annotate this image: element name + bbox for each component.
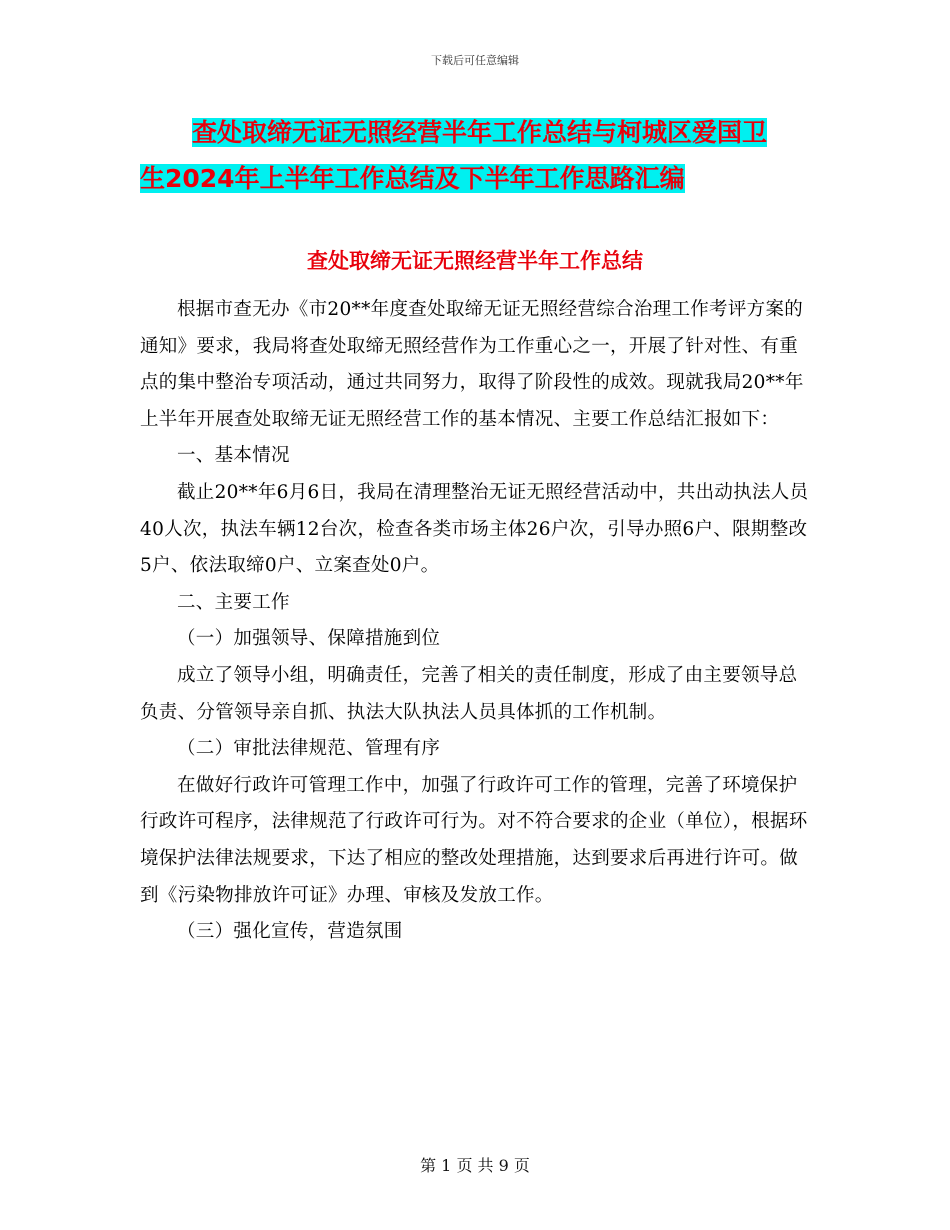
document-title-line-2: 生2024年上半年工作总结及下半年工作思路汇编 [140,164,685,193]
heading-basic-situation: 一、基本情况 [177,445,290,467]
paragraph-approval: 在做好行政许可管理工作中，加强了行政许可工作的管理，完善了环境保护行政许可程序，法律规范了行政许可行为。对不符合要求的企业（单位），根据环境保护法律法规要求，下达了相应的整改处理措施，达到要求后再进行许可。做到《污染物排放许可证》办理、审核及发放工作。 [140,774,808,906]
document-title [140,110,820,202]
document-body [140,292,812,951]
heading-main-work: 二、主要工作 [177,591,290,613]
paragraph-intro: 根据市查无办《市20**年度查处取缔无证无照经营综合治理工作考评方案的通知》要求，我局将查处取缔无照经营作为工作重心之一，开展了针对性、有重点的集中整治专项活动，通过共同努力，取得了阶段性的成效。现就我局20**年上半年开展查处取缔无证无照经营工作的基本情况、主要工作总结汇报如下： [140,299,804,430]
subheading-publicity: （三）强化宣传，营造氛围 [177,921,403,943]
paragraph-basic-situation: 截止20**年6月6日，我局在清理整治无证无照经营活动中，共出动执法人员40人次，执法车辆12台次，检查各类市场主体26户次，引导办照6户、限期整改5户、依法取缔0户、立案查处0户。 [140,481,809,577]
subheading-approval: （二）审批法律规范、管理有序 [177,738,441,760]
section-title: 查处取缔无证无照经营半年工作总结 [307,249,643,273]
page-header-note: 下载后可任意编辑 [431,54,519,67]
paragraph-leadership: 成立了领导小组，明确责任，完善了相关的责任制度，形成了由主要领导总负责、分管领导亲自抓、执法大队执法人员具体抓的工作机制。 [140,664,798,723]
subheading-leadership: （一）加强领导、保障措施到位 [177,628,441,650]
document-title-line-1: 查处取缔无证无照经营半年工作总结与柯城区爱国卫 [192,118,768,147]
page-number-footer: 第 1 页 共 9 页 [420,1156,530,1175]
